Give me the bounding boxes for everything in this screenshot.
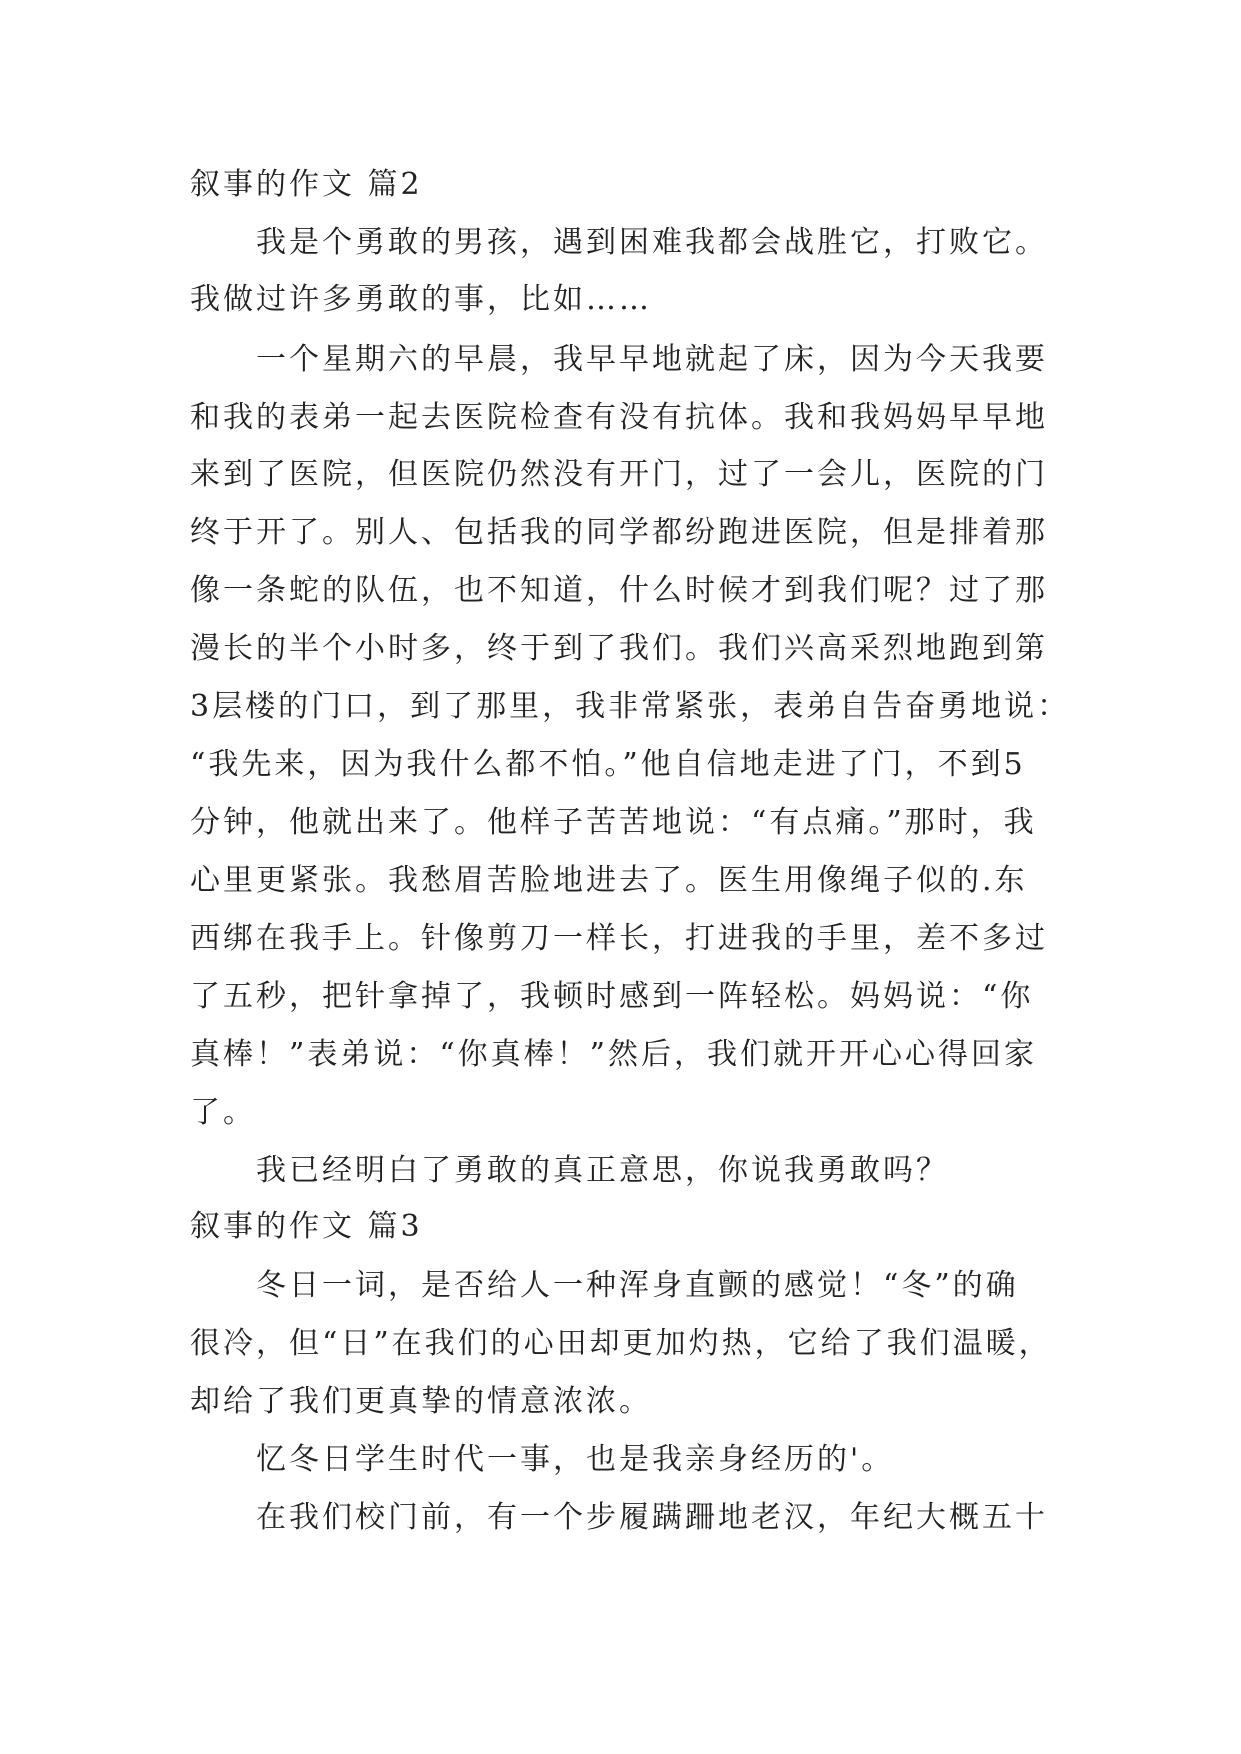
paragraph-line: 很冷，但“日”在我们的心田却更加灼热，它给了我们温暖， xyxy=(190,1326,1052,1361)
paragraph-line: 来到了医院，但医院仍然没有开门，过了一会儿，医院的门 xyxy=(190,457,1048,492)
paragraph-line: 了五秒，把针拿掉了，我顿时感到一阵轻松。妈妈说：“你 xyxy=(190,979,1034,1014)
paragraph-line: 漫长的半个小时多，终于到了我们。我们兴高采烈地跑到第 xyxy=(190,631,1048,666)
paragraph-line: 一个星期六的早晨，我早早地就起了床，因为今天我要 xyxy=(256,342,1048,377)
paragraph-line: 我做过许多勇敢的事，比如…… xyxy=(190,282,652,317)
paragraph-line: 了。 xyxy=(190,1095,256,1130)
paragraph-line: 心里更紧张。我愁眉苦脸地进去了。医生用像绳子似的.东 xyxy=(190,863,1028,898)
paragraph-line: 像一条蛇的队伍，也不知道，什么时候才到我们呢？过了那 xyxy=(190,573,1048,608)
paragraph-line: “我先来，因为我什么都不怕。”他自信地走进了门，不到5 xyxy=(190,747,1026,782)
section-heading: 叙事的作文 篇3 xyxy=(190,1209,423,1244)
paragraph-line: 我是个勇敢的男孩，遇到困难我都会战胜它，打败它。 xyxy=(256,225,1048,260)
section-heading: 叙事的作文 篇2 xyxy=(190,167,423,202)
paragraph-line: 分钟，他就出来了。他样子苦苦地说：“有点痛。”那时，我 xyxy=(190,805,1037,840)
paragraph-line: 却给了我们更真挚的情意浓浓。 xyxy=(190,1384,652,1419)
paragraph-line: 冬日一词，是否给人一种浑身直颤的感觉！“冬”的确 xyxy=(256,1268,1019,1303)
paragraph-line: 我已经明白了勇敢的真正意思，你说我勇敢吗？ xyxy=(256,1153,949,1188)
paragraph-line: 终于开了。别人、包括我的同学都纷跑进医院，但是排着那 xyxy=(190,515,1048,550)
paragraph-line: 真棒！”表弟说：“你真棒！”然后，我们就开开心心得回家 xyxy=(190,1037,1038,1072)
paragraph-line: 和我的表弟一起去医院检查有没有抗体。我和我妈妈早早地 xyxy=(190,400,1048,435)
paragraph-line: 西绑在我手上。针像剪刀一样长，打进我的手里，差不多过 xyxy=(190,921,1048,956)
paragraph-line: 3层楼的门口，到了那里，我非常紧张，表弟自告奋勇地说： xyxy=(190,689,1071,724)
paragraph-line: 在我们校门前，有一个步履蹒跚地老汉，年纪大概五十 xyxy=(256,1500,1048,1535)
paragraph-line: 忆冬日学生时代一事，也是我亲身经历的'。 xyxy=(256,1442,895,1477)
